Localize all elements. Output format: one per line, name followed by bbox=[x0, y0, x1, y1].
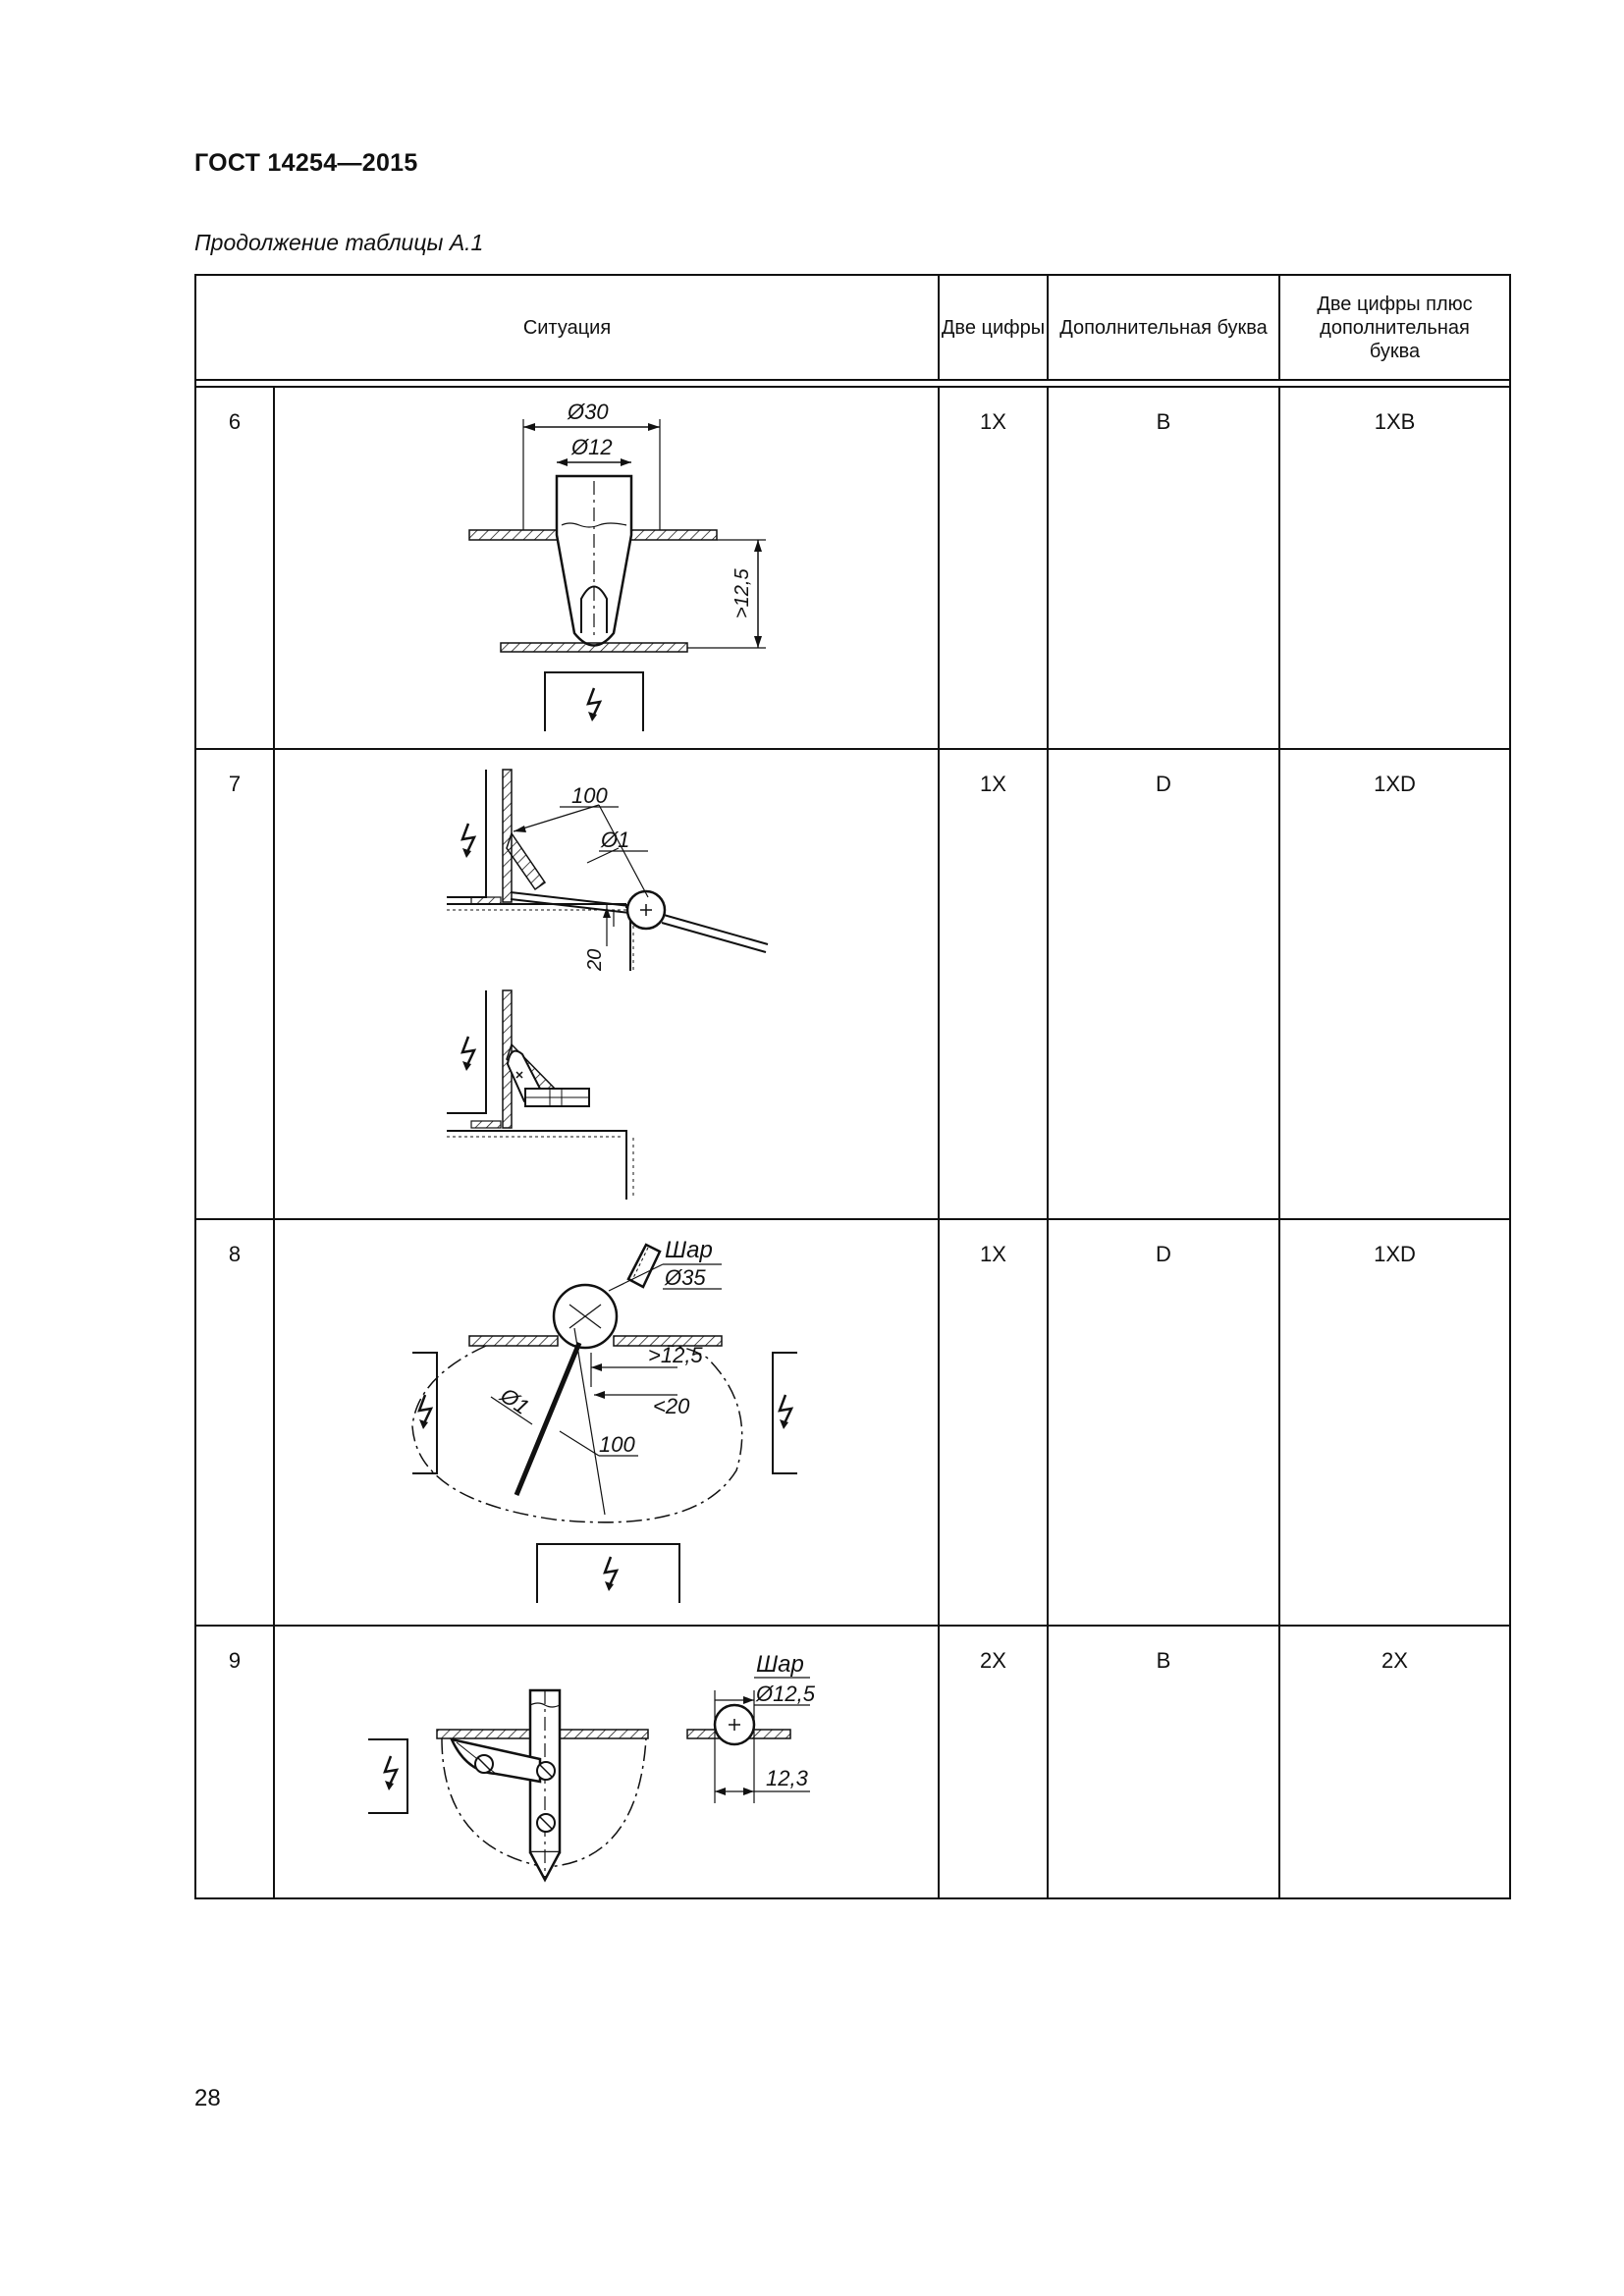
label-sphere: Шар bbox=[665, 1237, 713, 1263]
classification-table bbox=[194, 274, 1511, 1899]
situation-figure bbox=[275, 1627, 940, 1897]
high-voltage-icon bbox=[462, 824, 474, 858]
combined-value: 1XD bbox=[1374, 1242, 1416, 1266]
combined-value: 2X bbox=[1381, 1648, 1408, 1673]
header-additional-letter: Дополнительная буква bbox=[1049, 276, 1280, 379]
dim-length: 100 bbox=[571, 783, 608, 808]
row-number: 8 bbox=[196, 1220, 275, 1625]
additional-letter-value: D bbox=[1049, 750, 1280, 1218]
dim-depth: >12,5 bbox=[731, 568, 753, 618]
dim-gap: 20 bbox=[584, 948, 606, 971]
header-two-digits: Две цифры bbox=[940, 276, 1049, 379]
row-number: 6 bbox=[196, 388, 275, 748]
row-number: 7 bbox=[196, 750, 275, 1218]
two-digits-value: 2X bbox=[940, 1627, 1049, 1897]
table-row bbox=[196, 1627, 1509, 1897]
label-sphere: Шар bbox=[756, 1651, 804, 1678]
document-code: ГОСТ 14254—2015 bbox=[194, 149, 418, 177]
finger-probe-drawing bbox=[275, 388, 940, 748]
high-voltage-icon bbox=[780, 1395, 791, 1429]
page-number: 28 bbox=[194, 2085, 221, 2111]
high-voltage-icon bbox=[588, 688, 600, 721]
dim-min-depth: >12,5 bbox=[648, 1343, 703, 1367]
header-separator bbox=[196, 381, 1509, 388]
dim-sphere-diameter: Ø35 bbox=[665, 1265, 706, 1290]
header-situation: Ситуация bbox=[196, 276, 940, 379]
table-row bbox=[196, 750, 1509, 1220]
table-row bbox=[196, 388, 1509, 750]
dim-inner-diameter: Ø12 bbox=[571, 435, 613, 459]
combined-value: 1XB bbox=[1374, 409, 1416, 434]
table-caption: Продолжение таблицы А.1 bbox=[194, 230, 484, 255]
two-digits-value: 1X bbox=[940, 388, 1049, 748]
combined-value: 1XD bbox=[1374, 772, 1416, 796]
additional-letter-value: B bbox=[1049, 1627, 1280, 1897]
dim-max-depth: <20 bbox=[653, 1394, 690, 1418]
table-header bbox=[196, 276, 1509, 381]
dim-width: 12,3 bbox=[766, 1766, 808, 1790]
sphere-wire-probe-drawing bbox=[275, 1220, 940, 1625]
two-digits-value: 1X bbox=[940, 750, 1049, 1218]
dim-wire-diameter: Ø1 bbox=[496, 1382, 534, 1419]
jointed-finger-sphere-drawing bbox=[275, 1627, 940, 1897]
dim-sphere-diameter: Ø12,5 bbox=[756, 1682, 815, 1706]
situation-figure bbox=[275, 750, 940, 1218]
situation-figure bbox=[275, 388, 940, 748]
table-row bbox=[196, 1220, 1509, 1627]
high-voltage-icon bbox=[605, 1557, 617, 1591]
jointed-finger-drawing bbox=[275, 750, 940, 1218]
high-voltage-icon bbox=[385, 1756, 397, 1790]
additional-letter-value: D bbox=[1049, 1220, 1280, 1625]
dim-diameter: Ø1 bbox=[601, 828, 630, 852]
dim-length: 100 bbox=[599, 1432, 635, 1457]
additional-letter-value: B bbox=[1049, 388, 1280, 748]
situation-figure bbox=[275, 1220, 940, 1625]
two-digits-value: 1X bbox=[940, 1220, 1049, 1625]
header-two-digits-plus-letter: Две цифры плюс дополнительная буква bbox=[1317, 293, 1473, 362]
row-number: 9 bbox=[196, 1627, 275, 1897]
high-voltage-icon bbox=[462, 1037, 474, 1071]
dim-outer-diameter: Ø30 bbox=[568, 400, 609, 424]
